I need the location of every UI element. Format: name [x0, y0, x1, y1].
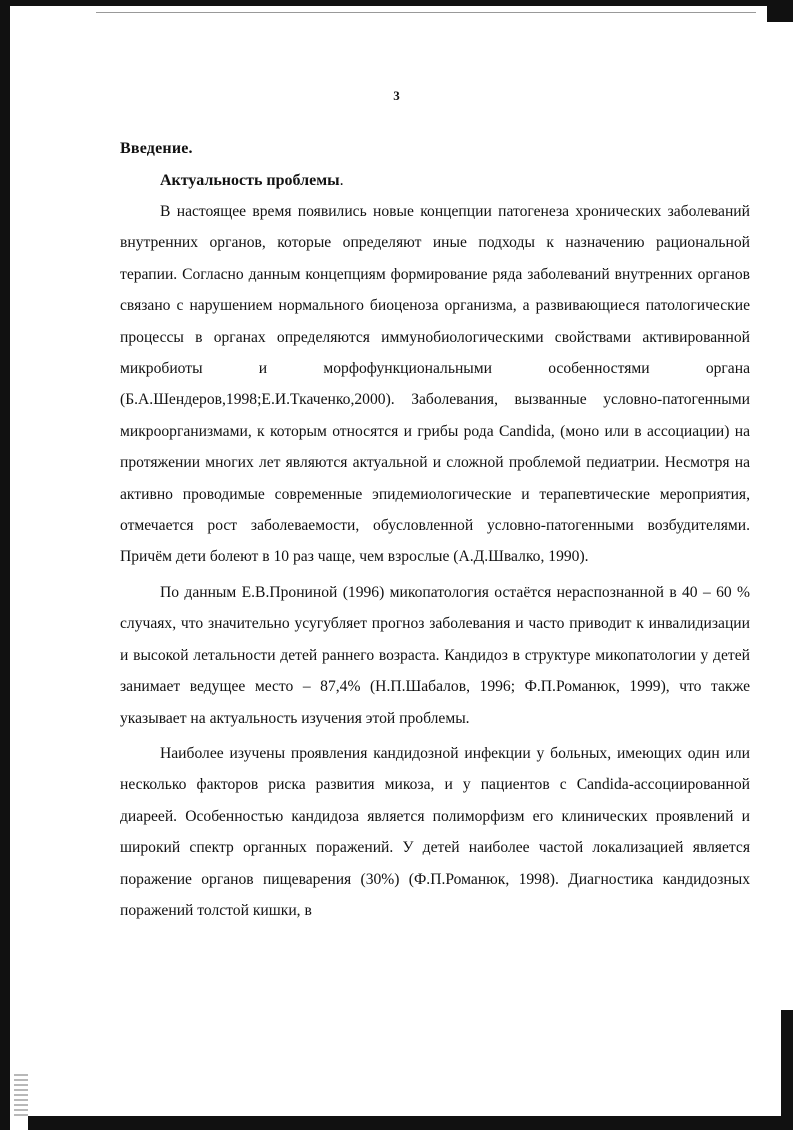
section-subheading	[160, 172, 344, 190]
body-text	[120, 196, 750, 926]
scan-border-top-right	[767, 0, 793, 22]
paragraph-2: По данным Е.В.Прониной (1996) микопатология остаётся нераспознанной в 40 – 60 % случаях, что значительно усугубляет прогноз заболевания и часто приводит к инвалидизации и высокой летальности детей раннего возраста. Кандидоз в структуре микопатологии у детей занимает ведущее место – 87,4% (Н.П.Шабалов, 1996; Ф.П.Романюк, 1999), что также указывает на актуальность изучения этой проблемы.	[120, 583, 750, 727]
scan-top-rule	[96, 12, 756, 13]
paragraph-1: В настоящее время появились новые концепции патогенеза хронических заболеваний внутренних органов, которые определяют иные подходы к назначению рациональной терапии. Согласно данным концепциям формирование ряда заболеваний внутренних органов связано с нарушением нормального биоценоза организма, а развивающиеся патологические процессы в органах определяются иммунобиологическими свойствами активированной микробиоты и морфофункциональными особенностями органа (Б.А.Шендеров,1998;Е.И.Ткаченко,2000). Заболевания, вызванные условно-патогенными микроорганизмами, к которым относятся и грибы рода Candida, (моно или в ассоциации) на протяжении многих лет являются актуальной и сложной проблемой педиатрии. Несмотря на активно проводимые современные эпидемиологические и терапевтические мероприятия, отмечается рост заболеваемости, обусловленной условно-патогенными возбудителями. Причём дети болеют в 10 раз чаще, чем взрослые (А.Д.Швалко, 1990).	[120, 203, 750, 566]
subheading-period: .	[339, 172, 344, 189]
page-number: 3	[393, 88, 400, 103]
scan-border-top	[0, 0, 793, 6]
scan-border-bottom	[28, 1116, 793, 1130]
section-heading: Введение.	[120, 140, 193, 157]
scan-border-left	[0, 0, 10, 1130]
subheading-text: Актуальность проблемы	[160, 172, 340, 189]
paragraph-3: Наиболее изучены проявления кандидозной инфекции у больных, имеющих один или несколько факторов риска развития микоза, и у пациентов с Candida-ассоциированной диареей. Особенностью кандидоза является полиморфизм его клинических проявлений и широкий спектр органных поражений. У детей наиболее частой локализацией является поражение органов пищеварения (30%) (Ф.П.Романюк, 1998). Диагностика кандидозных поражений толстой кишки, в	[120, 744, 750, 919]
scan-margin-marks	[14, 1072, 28, 1116]
scan-border-right	[781, 1010, 793, 1130]
